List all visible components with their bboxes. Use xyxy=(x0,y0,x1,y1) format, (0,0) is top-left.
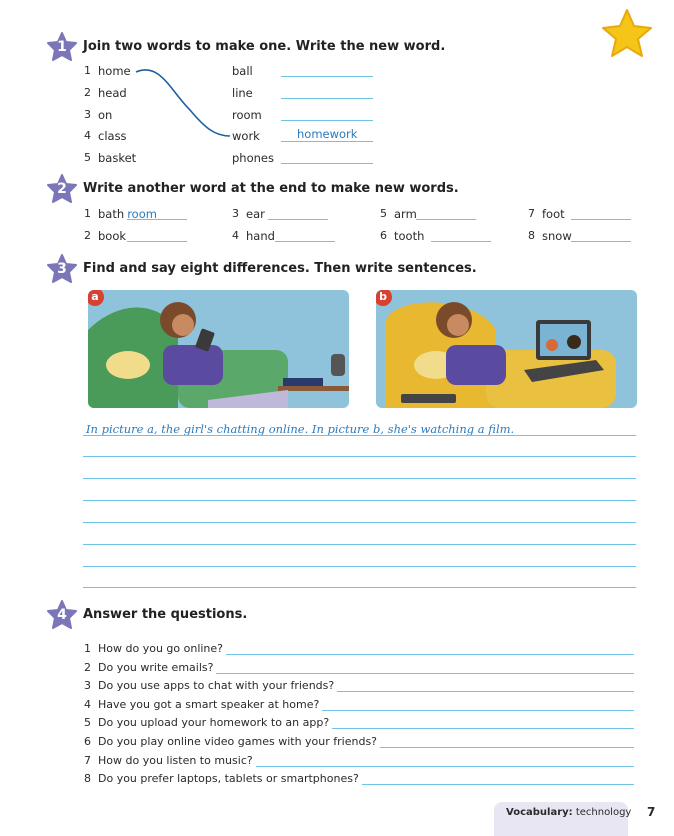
question-number: 5 xyxy=(84,716,91,730)
answer-line[interactable] xyxy=(281,76,373,77)
word-stem: bath xyxy=(98,207,125,221)
item-number: 1 xyxy=(84,64,91,77)
word-stem: snow xyxy=(542,229,572,243)
word-stem: book xyxy=(98,229,127,243)
item-number: 2 xyxy=(84,86,91,99)
word-stem: arm xyxy=(394,207,417,221)
item-number: 5 xyxy=(380,207,387,220)
word-stem: tooth xyxy=(394,229,425,243)
question-text: Do you prefer laptops, tablets or smartphones? xyxy=(98,772,359,786)
question-number: 2 xyxy=(84,660,91,674)
exercise-3-star-icon: 3 xyxy=(47,254,77,284)
picture-b-illustration xyxy=(376,290,637,408)
right-word: ball xyxy=(232,64,253,78)
question-number: 1 xyxy=(84,642,91,655)
answer-line[interactable] xyxy=(216,673,634,674)
answer-line[interactable] xyxy=(281,98,373,99)
item-number: 3 xyxy=(84,108,91,121)
example-sentence: In picture a, the girl's chatting online. In picture b, she's watching a film. xyxy=(86,422,515,436)
answer-line[interactable] xyxy=(281,163,373,164)
item-number: 3 xyxy=(232,207,239,220)
right-word: work xyxy=(232,129,260,143)
writing-line[interactable] xyxy=(83,435,636,436)
answer-line[interactable] xyxy=(275,241,335,242)
gold-star-icon xyxy=(600,8,654,60)
question-number: 8 xyxy=(84,772,91,786)
answer-line[interactable] xyxy=(337,691,634,692)
exercise-2-title: Write another word at the end to make new words. xyxy=(83,181,459,196)
answer-line[interactable] xyxy=(416,219,476,220)
writing-line[interactable] xyxy=(83,544,636,545)
item-number: 5 xyxy=(84,151,91,164)
writing-line[interactable] xyxy=(83,522,636,523)
item-number: 4 xyxy=(84,129,91,142)
word-stem: ear xyxy=(246,207,265,221)
question-number: 6 xyxy=(84,735,91,748)
question-number: 3 xyxy=(84,679,91,693)
word-stem: hand xyxy=(246,229,275,243)
question-text: Do you write emails? xyxy=(98,660,214,674)
answer-line[interactable] xyxy=(362,784,634,785)
page-number: 7 xyxy=(647,805,656,819)
writing-line[interactable] xyxy=(83,478,636,479)
left-word: home xyxy=(98,64,131,78)
answer-line[interactable] xyxy=(431,241,491,242)
answer-line[interactable] xyxy=(268,219,328,220)
question-text: Do you use apps to chat with your friends? xyxy=(98,679,335,693)
picture-a-label: a xyxy=(88,290,104,306)
answer-line[interactable] xyxy=(332,728,634,729)
writing-line[interactable] xyxy=(83,566,636,567)
answer-text: room xyxy=(127,207,157,221)
question-number: 4 xyxy=(84,697,91,711)
left-word: class xyxy=(98,129,127,143)
exercise-2-star-icon: 2 xyxy=(47,174,77,204)
footer-tab xyxy=(494,802,632,836)
question-text: Have you got a smart speaker at home? xyxy=(98,697,320,711)
answer-line[interactable] xyxy=(127,241,187,242)
answer-line[interactable] xyxy=(571,241,631,242)
footer-topic: technology xyxy=(572,807,632,818)
answer-line[interactable] xyxy=(226,654,634,655)
answer-line[interactable] xyxy=(571,219,631,220)
left-word: basket xyxy=(98,151,137,165)
writing-line[interactable] xyxy=(83,587,636,588)
picture-a-illustration xyxy=(88,290,349,408)
question-number: 7 xyxy=(84,753,91,767)
item-number: 4 xyxy=(232,229,239,242)
answer-line[interactable] xyxy=(322,710,634,711)
item-number: 2 xyxy=(84,229,91,242)
question-text: Do you upload your homework to an app? xyxy=(98,716,330,730)
footer-label: Vocabulary: xyxy=(506,807,573,818)
question-text: Do you play online video games with your friends? xyxy=(98,735,378,748)
answer-line[interactable] xyxy=(380,747,634,748)
answer-line[interactable] xyxy=(281,141,373,142)
item-number: 1 xyxy=(84,207,91,220)
exercise-4-star-icon: 4 xyxy=(47,600,77,630)
word-stem: foot xyxy=(542,207,565,221)
right-word: line xyxy=(232,86,253,100)
left-word: head xyxy=(98,86,127,100)
item-number: 8 xyxy=(528,229,535,242)
left-word: on xyxy=(98,108,113,122)
picture-a xyxy=(88,290,349,408)
picture-b xyxy=(376,290,637,408)
right-word: phones xyxy=(232,151,274,165)
answer-line[interactable] xyxy=(281,120,373,121)
picture-b-label: b xyxy=(376,290,392,306)
item-number: 6 xyxy=(380,229,387,242)
right-word: room xyxy=(232,108,262,122)
answer-line[interactable] xyxy=(256,766,634,767)
writing-line[interactable] xyxy=(83,500,636,501)
question-text: How do you listen to music? xyxy=(98,753,253,767)
answer-text: homework xyxy=(297,127,358,141)
exercise-1-star-icon: 1 xyxy=(47,32,77,62)
item-number: 7 xyxy=(528,207,535,220)
question-text: How do you go online? xyxy=(98,642,224,655)
exercise-1-title: Join two words to make one. Write the new word. xyxy=(83,39,446,54)
exercise-4-title: Answer the questions. xyxy=(83,607,248,622)
matching-line xyxy=(130,60,240,150)
writing-line[interactable] xyxy=(83,456,636,457)
exercise-3-title: Find and say eight differences. Then write sentences. xyxy=(83,261,477,276)
